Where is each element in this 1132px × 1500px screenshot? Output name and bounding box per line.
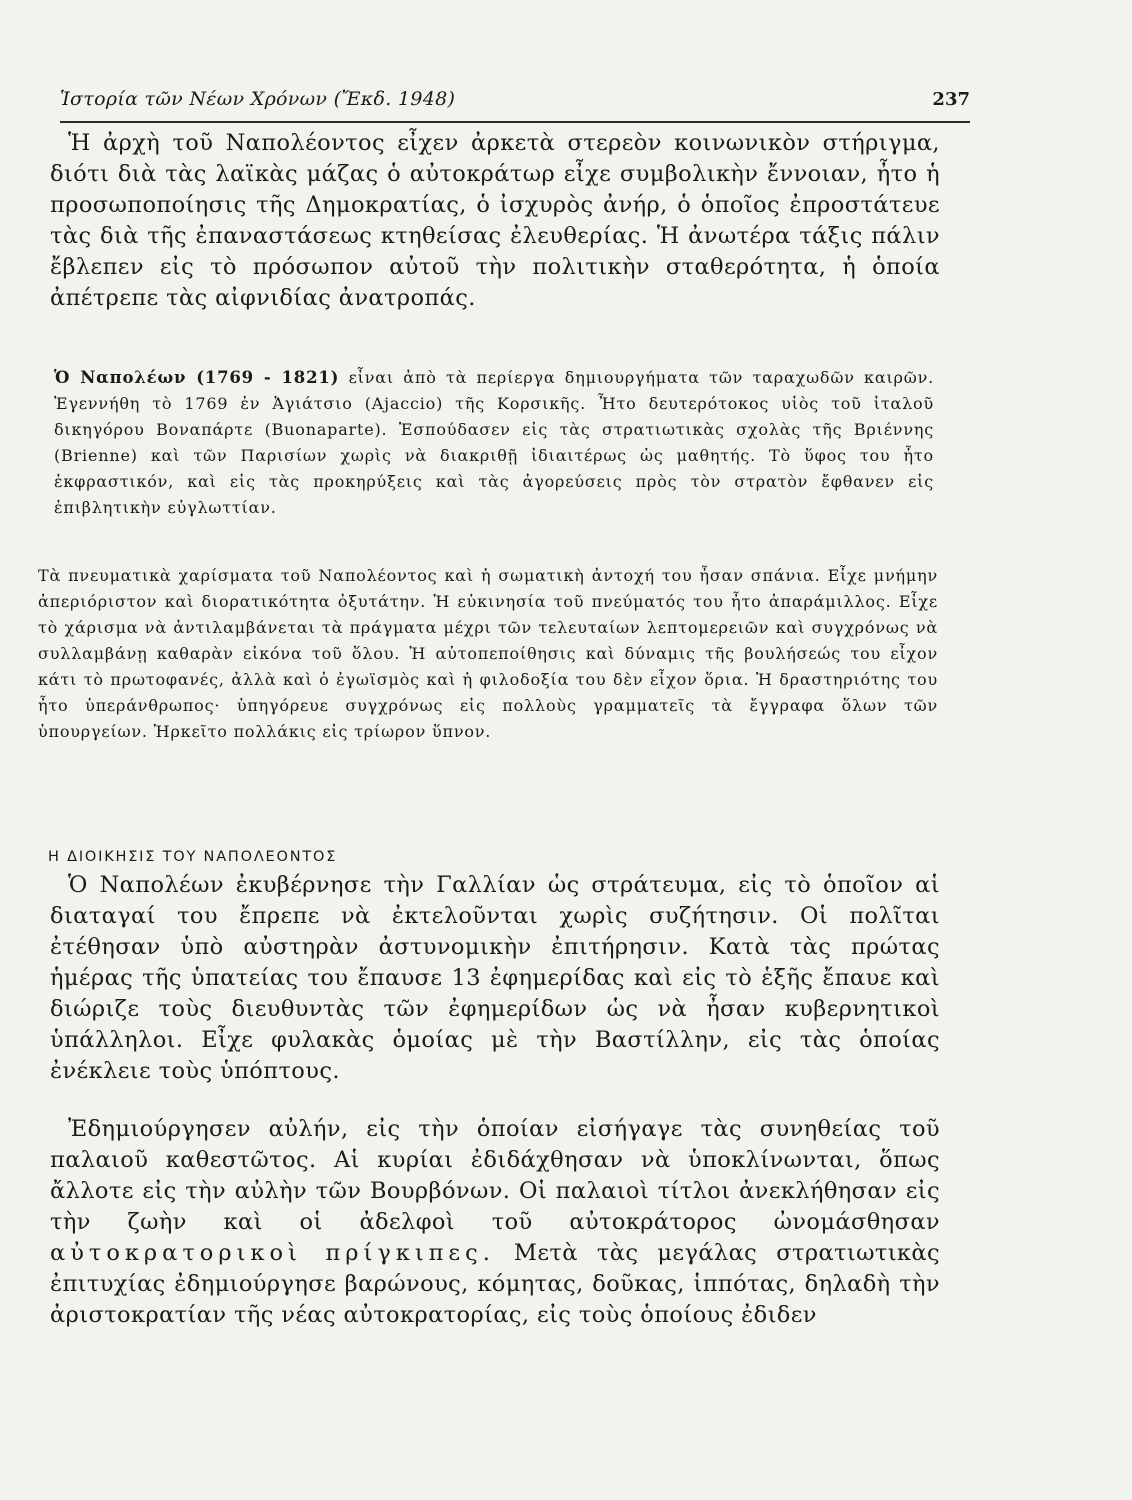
note-text: εἶναι ἀπὸ τὰ περίεργα δημιουργήματα τῶν ταραχωδῶν καιρῶν. Ἐγεννήθη τὸ 1769 ἐν Ἀγιάτσιο (Ajaccio) τῆς Κορσικῆς. Ἦτο δευτερότοκος υἱὸς τοῦ ἰταλοῦ δικηγόρου Βοναπάρτε (Buonaparte). Ἐσπούδασεν εἰς τὰς στρατιωτικὰς σχολὰς τῆς Βριέννης (Brienne) καὶ τῶν Παρισίων χωρὶς νὰ διακριθῇ ἰδιαιτέρως ὡς μαθητής. Τὸ ὕφος του ἦτο ἐκφραστικόν, καὶ εἰς τὰς προκηρύξεις καὶ τὰς ἀγορεύσεις πρὸς τὸν στρατὸν ἔφθανεν εἰς ἐπιβλητικὴν εὐγλωττίαν. — [54, 368, 935, 517]
note-napoleon-talents — [38, 563, 938, 745]
note-napoleon-biography — [54, 365, 934, 521]
paragraph-text-continued: Μετὰ τὰς μεγάλας στρατιωτικὰς ἐπιτυχίας ἐδημιούργησε βαρώνους, κόμητας, δοῦκας, ἱππότας, δηλαδὴ τὴν ἀριστοκρατίαν τῆς νέας αὐτοκρατορίας, εἰς τοὺς ὁποίους ἐδιδεν — [50, 1240, 940, 1328]
section-heading: Η ΔΙΟΙΚΗΣΙΣ ΤΟΥ ΝΑΠΟΛΕΟΝΤΟΣ — [48, 849, 338, 865]
running-title: Ἱστορία τῶν Νέων Χρόνων (Ἔκδ. 1948) — [60, 88, 456, 110]
paragraph-text: Ὁ Ναπολέων ἐκυβέρνησε τὴν Γαλλίαν ὡς στράτευμα, εἰς τὸ ὁποῖον αἱ διαταγαί του ἔπρεπε νὰ ἐκτελοῦνται χωρὶς συζήτησιν. Οἱ πολῖται ἐτέθησαν ὑπὸ αὐστηρὰν ἀστυνομικὴν ἐπιτήρησιν. Κατὰ τὰς πρώτας ἡμέρας τῆς ὑπατείας του ἔπαυσε 13 ἐφημερίδας καὶ εἰς τὸ ἑξῆς ἔπαυε καὶ διώριζε τοὺς διευθυντὰς τῶν ἐφημερίδων ὡς νὰ ἦσαν κυβερνητικοὶ ὑπάλληλοι. Εἶχε φυλακὰς ὁμοίας μὲ τὴν Βαστίλλην, εἰς τὰς ὁποίας ἐνέκλειε τοὺς ὑπόπτους. — [50, 872, 940, 1084]
note-text: Τὰ πνευματικὰ χαρίσματα τοῦ Ναπολέοντος καὶ ἡ σωματικὴ ἀντοχή του ἦσαν σπάνια. Εἶχε μνήμην ἀπεριόριστον καὶ διορατικότητα ὀξυτάτην. Ἡ εὐκινησία τοῦ πνεύματός του ἦτο ἀπαράμιλλος. Εἶχε τὸ χάρισμα νὰ ἀντιλαμβάνεται τὰ πράγματα μέχρι τῶν τελευταίων λεπτομερειῶν καὶ συγχρόνως νὰ συλλαμβάνῃ καθαρὰν εἰκόνα τοῦ ὅλου. Ἡ αὐτοπεποίθησις καὶ δύναμις τῆς βουλήσεώς του εἶχον κάτι τὸ πρωτοφανές, ἀλλὰ καὶ ὁ ἐγωϊσμὸς καὶ ἡ φιλοδοξία του δὲν εἶχον ὅρια. Ἡ δραστηριότης του ἦτο ὑπεράνθρωπος· ὑπηγόρευε συγχρόνως εἰς πολλοὺς γραμματεῖς τὰ ἔγγραφα ὅλων τῶν ὑπουργείων. Ἠρκεῖτο πολλάκις εἰς τρίωρον ὕπνον. — [38, 566, 938, 741]
paragraph-court — [50, 1114, 940, 1331]
page-number: 237 — [932, 89, 970, 110]
page-header — [60, 88, 970, 116]
spaced-emphasis: αὐτοκρατορικοὶ πρίγκιπες. — [50, 1240, 495, 1266]
note-lead: Ὁ Ναπολέων (1769 - 1821) — [54, 368, 340, 387]
paragraph-support-of-napoleon — [50, 128, 940, 314]
header-rule — [60, 121, 970, 123]
paragraph-text: Ἐδημιούργησεν αὐλήν, εἰς τὴν ὁποίαν εἰσήγαγε τὰς συνηθείας τοῦ παλαιοῦ καθεστῶτος. Αἱ κυρίαι ἐδιδάχθησαν νὰ ὑποκλίνωνται, ὅπως ἄλλοτε εἰς τὴν αὐλὴν τῶν Βουρβόνων. Οἱ παλαιοὶ τίτλοι ἀνεκλήθησαν εἰς τὴν ζωὴν καὶ οἱ ἀδελφοὶ τοῦ αὐτοκράτορος ὠνομάσθησαν — [50, 1116, 940, 1235]
paragraph-text: Ἡ ἀρχὴ τοῦ Ναπολέοντος εἶχεν ἀρκετὰ στερεὸν κοινωνικὸν στήριγμα, διότι διὰ τὰς λαϊκὰς μάζας ὁ αὐτοκράτωρ εἶχε συμβολικὴν ἔννοιαν, ἦτο ἡ προσωποποίησις τῆς Δημοκρατίας, ὁ ἰσχυρὸς ἀνήρ, ὁ ὁποῖος ἐπροστάτευε τὰς διὰ τῆς ἐπαναστάσεως κτηθείσας ἐλευθερίας. Ἡ ἀνωτέρα τάξις πάλιν ἔβλεπεν εἰς τὸ πρόσωπον αὐτοῦ τὴν πολιτικὴν σταθερότητα, ἡ ὁποία ἀπέτρεπε τὰς αἰφνιδίας ἀνατροπάς. — [50, 130, 940, 311]
paragraph-governance — [50, 870, 940, 1087]
